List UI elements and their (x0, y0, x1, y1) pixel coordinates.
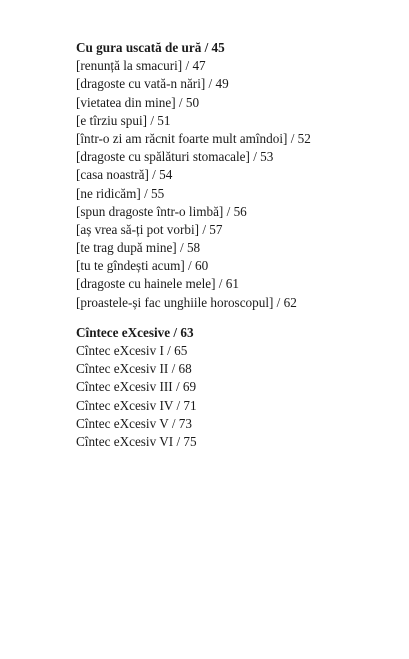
toc-entry: [spun dragoste într-o limbă] / 56 (76, 203, 247, 219)
entry-list (76, 342, 396, 451)
toc-entry: [într-o zi am răcnit foarte mult amîndoi] / 52 (76, 130, 311, 146)
entry-list (76, 57, 396, 312)
toc-entry: Cîntec eXcesiv II / 68 (76, 361, 192, 377)
table-of-contents (76, 39, 396, 451)
toc-entry: Cîntec eXcesiv V / 73 (76, 415, 192, 431)
toc-entry: [dragoste cu spălături stomacale] / 53 (76, 149, 274, 165)
toc-section-cintece-excesive (76, 324, 396, 451)
toc-entry: [dragoste cu hainele mele] / 61 (76, 276, 239, 292)
toc-entry: [casa noastră] / 54 (76, 167, 173, 183)
toc-section-cu-gura-uscata (76, 39, 396, 312)
section-heading: Cîntece eXcesive / 63 (76, 324, 194, 340)
toc-entry: Cîntec eXcesiv IV / 71 (76, 397, 197, 413)
toc-entry: [tu te gîndești acum] / 60 (76, 258, 209, 274)
toc-entry: [proastele-și fac unghiile horoscopul] / 62 (76, 294, 297, 310)
toc-entry: Cîntec eXcesiv VI / 75 (76, 433, 197, 449)
toc-entry: Cîntec eXcesiv III / 69 (76, 379, 197, 395)
toc-entry: [renunță la smacuri] / 47 (76, 58, 206, 74)
toc-entry: [vietatea din mine] / 50 (76, 94, 200, 110)
toc-entry: [e tîrziu spui] / 51 (76, 112, 171, 128)
toc-entry: [ne ridicăm] / 55 (76, 185, 165, 201)
toc-entry: [te trag după mine] / 58 (76, 240, 201, 256)
section-heading: Cu gura uscată de ură / 45 (76, 40, 225, 55)
toc-entry: Cîntec eXcesiv I / 65 (76, 343, 188, 358)
toc-entry: [aș vrea să-ți pot vorbi] / 57 (76, 221, 223, 237)
toc-entry: [dragoste cu vată-n nări] / 49 (76, 76, 229, 92)
